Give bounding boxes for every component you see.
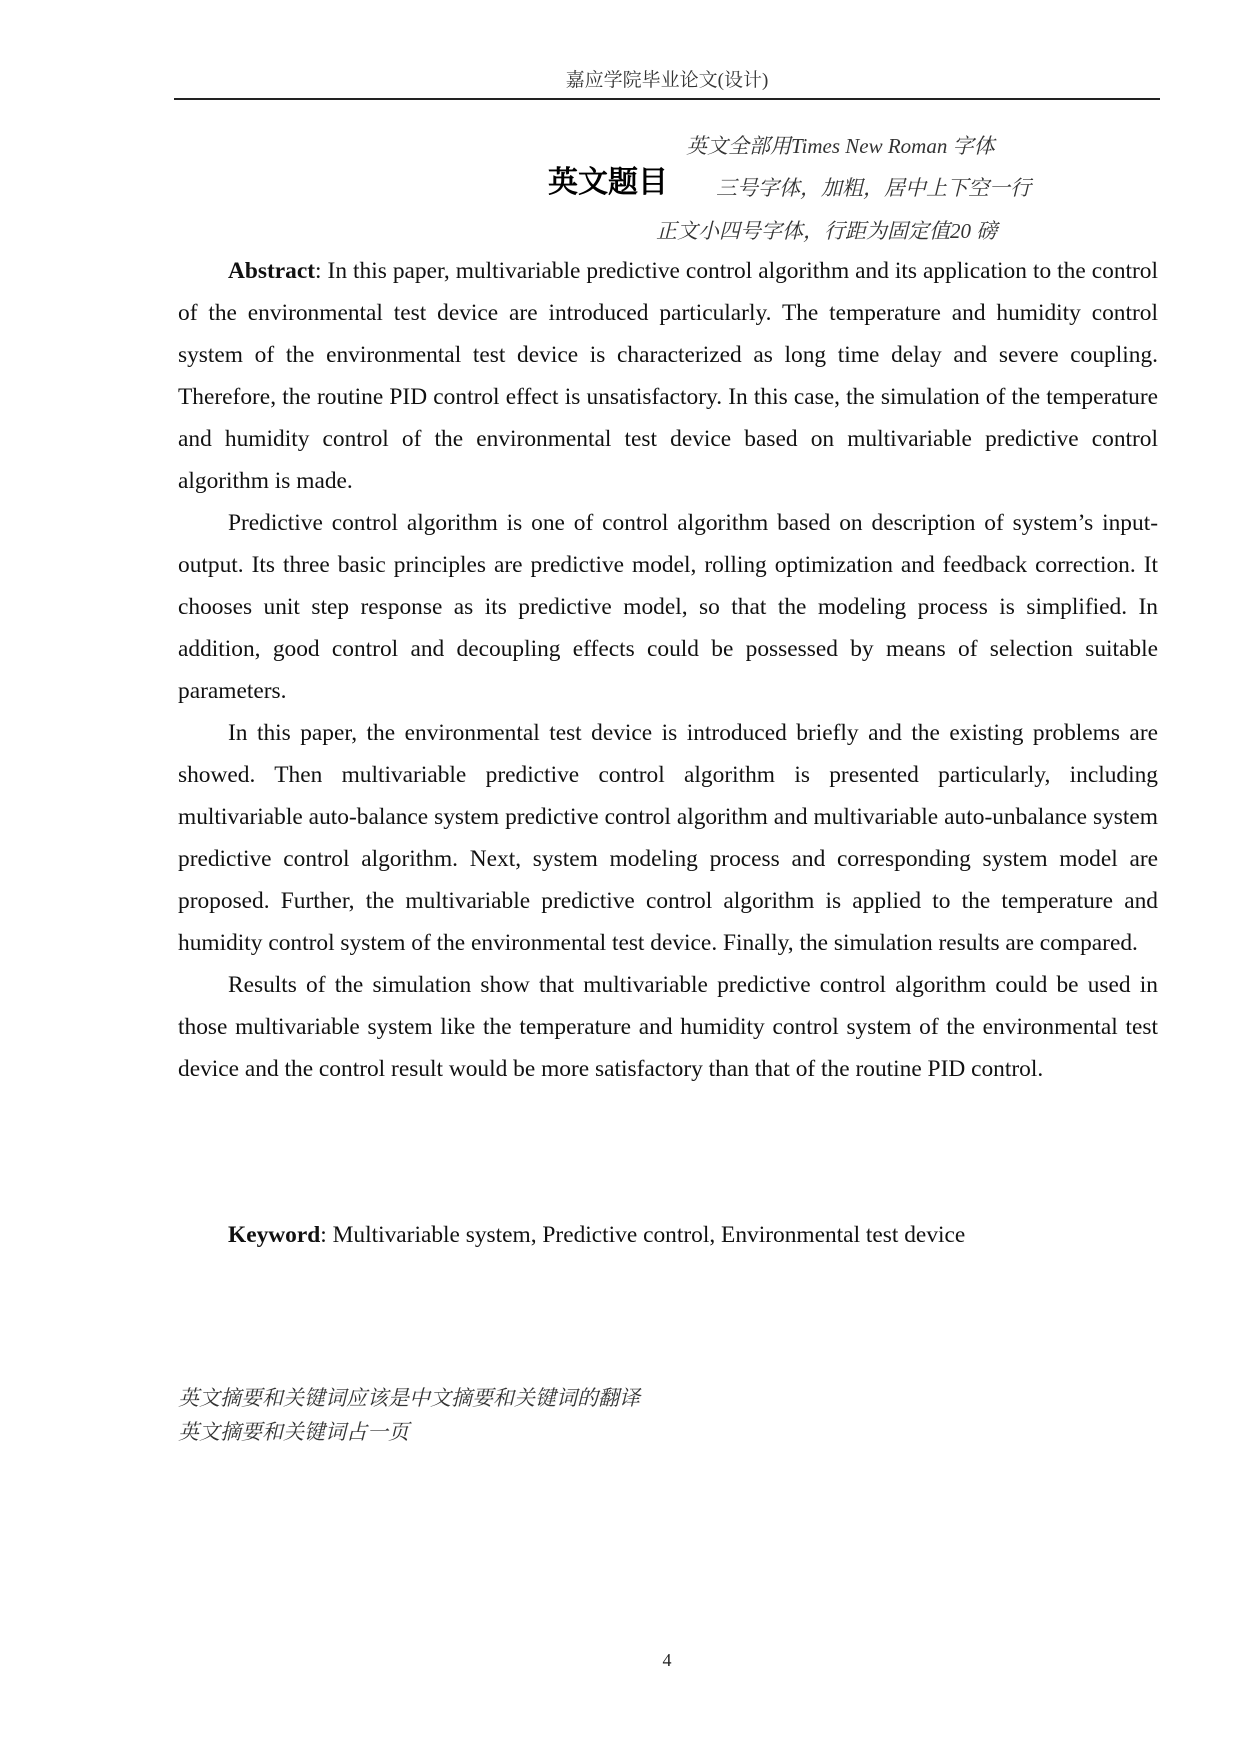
keyword-label: Keyword [228,1222,321,1248]
font-instruction-note: 英文全部用Times New Roman 字体 [686,134,995,158]
header-text: 嘉应学院毕业论文(设计) [565,70,769,91]
abstract-paragraph: In this paper, the environmental test device is introduced briefly and the existing problems are showed. Then multivariable predictive control algorithm is presented particularly, including multivariable auto-balance system predictive control algorithm and multivariable auto-unbalance system predictive control algorithm. Next, system modeling process and corresponding system model are proposed. Further, the multivariable predictive control algorithm is applied to the temperature and humidity control system of the environmental test device. Finally, the simulation results are compared. [178,720,1158,956]
abstract-label: Abstract [228,258,316,284]
page-number: 4 [662,1650,672,1670]
page-header [174,64,1160,100]
abstract-paragraph: Results of the simulation show that multivariable predictive control algorithm could be used in those multivariable system like the temperature and humidity control system of the environmental test device and the control result would be more satisfactory than that of the routine PID control. [178,972,1158,1082]
translation-note: 英文摘要和关键词应该是中文摘要和关键词的翻译 [178,1386,640,1410]
title-format-note: 三号字体，加粗，居中上下空一行 [716,176,1031,200]
abstract-body [178,250,1158,1090]
page-layout-note: 英文摘要和关键词占一页 [178,1420,409,1444]
english-title: 英文题目 [548,165,668,200]
body-format-note: 正文小四号字体，行距为固定值20 磅 [656,219,998,243]
abstract-paragraph: Abstract: In this paper, multivariable predictive control algorithm and its application to the control of the environmental test device are introduced particularly. The temperature and humidity control system of the environmental test device is characterized as long time delay and severe coupling. Therefore, the routine PID control effect is unsatisfactory. In this case, the simulation of the temperature and humidity control of the environmental test device based on multivariable predictive control algorithm is made. [178,258,1158,494]
keywords-line [228,1214,965,1256]
keyword-text: : Multivariable system, Predictive control, Environmental test device [320,1222,966,1248]
abstract-paragraph: Predictive control algorithm is one of control algorithm based on description of system’s input-output. Its three basic principles are predictive model, rolling optimization and feedback correction. It chooses unit step response as its predictive model, so that the modeling process is simplified. In addition, good control and decoupling effects could be possessed by means of selection suitable parameters. [178,510,1158,704]
